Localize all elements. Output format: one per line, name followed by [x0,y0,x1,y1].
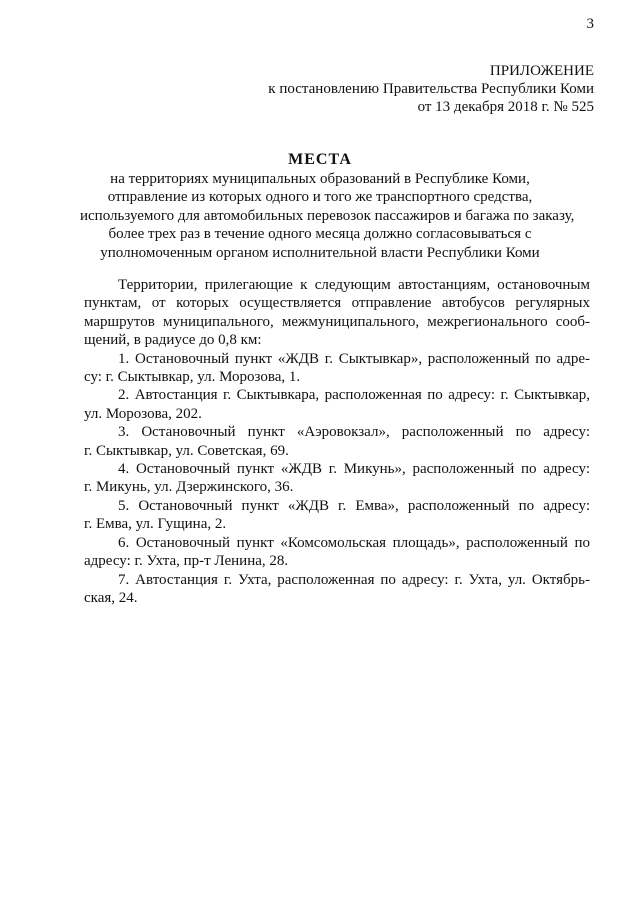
list-item [84,350,590,387]
list-item-line: ская, 24. [84,589,138,606]
list-item-line: 2. Автостанция г. Сыктывкара, расположенная по адресу: г. Сыктывкар, [118,387,590,404]
list-item-line: 6. Остановочный пункт «Комсомольская площадь», расположенный по [118,534,590,551]
intro-line: Территории, прилегающие к следующим автостанциям, остановочным [118,277,590,293]
list-item-line: 5. Остановочный пункт «ЖДВ г. Емва», расположенный по адресу: [118,497,590,514]
list-item-line: су: г. Сыктывкар, ул. Морозова, 1. [84,369,301,386]
subtitle-line: на территориях муниципальных образований в Республике Коми, [110,171,530,187]
document-title: МЕСТА [288,151,352,168]
appendix-heading: ПРИЛОЖЕНИЕ [489,63,594,79]
list-item-line: ул. Морозова, 202. [84,405,202,422]
list-item-line: 4. Остановочный пункт «ЖДВ г. Микунь», расположенный по адресу: [118,461,590,478]
intro-paragraph [84,276,590,350]
list-item [84,460,590,497]
list-item-line: 3. Остановочный пункт «Аэровокзал», расположенный по адресу: [118,424,590,441]
page-number: 3 [586,16,594,32]
list-item-line: г. Емва, ул. Гущина, 2. [84,516,227,533]
appendix-date-line: от 13 декабря 2018 г. № 525 [417,99,594,115]
appendix-header [268,62,594,116]
subtitle-line: более трех раз в течение одного месяца должно согласовываться с [108,226,532,243]
list-item [84,386,590,423]
title-block [80,150,575,262]
list-item [84,571,590,608]
subtitle-line: отправление из которых одного и того же транспортного средства, [107,189,533,206]
list-item [84,423,590,460]
subtitle-line: уполномоченным органом исполнительной власти Республики Коми [100,244,540,261]
list-item-line: 1. Остановочный пункт «ЖДВ г. Сыктывкар», расположенный по адре- [118,350,590,367]
list-item-line: 7. Автостанция г. Ухта, расположенная по адресу: г. Ухта, ул. Октябрь- [118,571,590,588]
document-body [84,276,590,607]
appendix-decree-line: к постановлению Правительства Республики Коми [268,81,594,97]
list-item [84,497,590,534]
list-item-line: г. Микунь, ул. Дзержинского, 36. [84,479,294,496]
list-item [84,534,590,571]
intro-line: маршрутов муниципального, межмуниципального, межрегионального сооб- [84,313,590,330]
intro-line: пунктам, от которых осуществляется отправление автобусов регулярных [84,295,590,312]
intro-line: щений, в радиусе до 0,8 км: [84,332,262,349]
subtitle-line: используемого для автомобильных перевозок пассажиров и багажа по заказу, [80,207,575,224]
list-item-line: г. Сыктывкар, ул. Советская, 69. [84,442,289,459]
list-item-line: адресу: г. Ухта, пр-т Ленина, 28. [84,553,289,570]
